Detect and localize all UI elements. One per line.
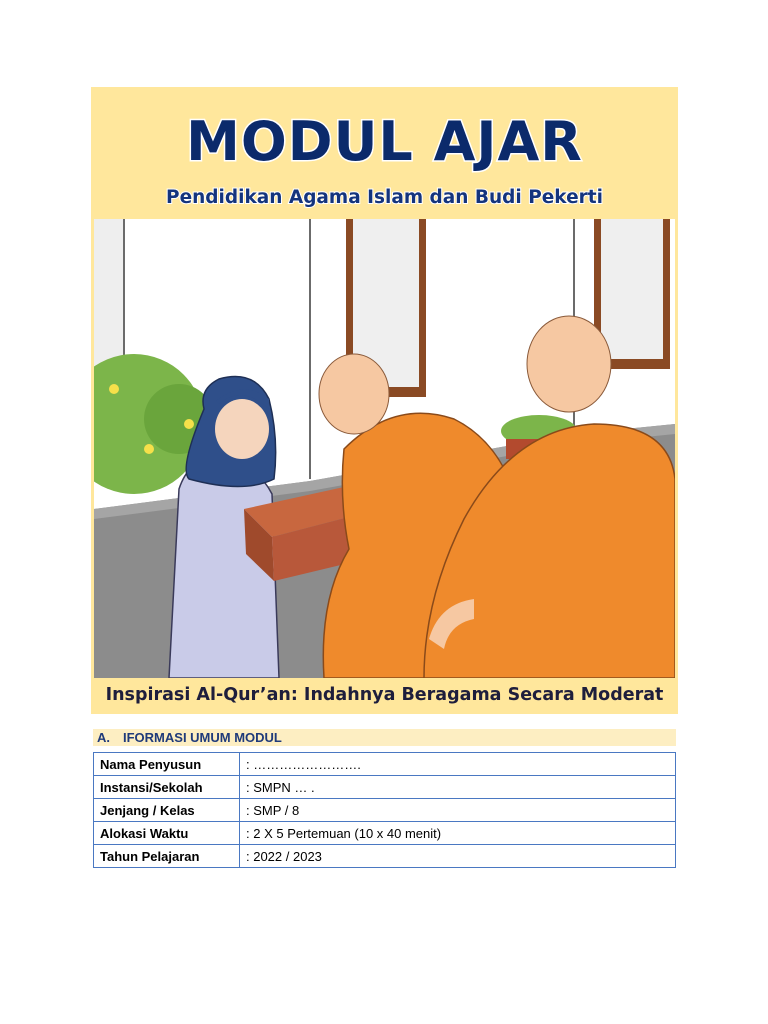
row-label: Jenjang / Kelas [94,799,240,822]
section-title: IFORMASI UMUM MODUL [123,730,282,745]
table-row [94,776,676,799]
row-value: : ……………………. [240,753,676,776]
row-label: Alokasi Waktu [94,822,240,845]
module-subtitle: Pendidikan Agama Islam dan Budi Pekerti [166,187,603,208]
table-row [94,799,676,822]
cover-panel [91,87,678,714]
module-title: MODUL AJAR [186,110,583,173]
row-value: : 2 X 5 Pertemuan (10 x 40 menit) [240,822,676,845]
row-value: : SMP / 8 [240,799,676,822]
section-number: A. [97,730,110,745]
module-info-table [93,752,676,868]
cover-illustration [94,219,675,678]
cover-caption: Inspirasi Al-Qur’an: Indahnya Beragama Secara Moderat [105,685,664,705]
row-label: Tahun Pelajaran [94,845,240,868]
table-row [94,845,676,868]
row-value: : SMPN … . [240,776,676,799]
row-label: Instansi/Sekolah [94,776,240,799]
section-header [93,729,676,746]
row-value: : 2022 / 2023 [240,845,676,868]
table-row [94,753,676,776]
row-label: Nama Penyusun [94,753,240,776]
table-row [94,822,676,845]
